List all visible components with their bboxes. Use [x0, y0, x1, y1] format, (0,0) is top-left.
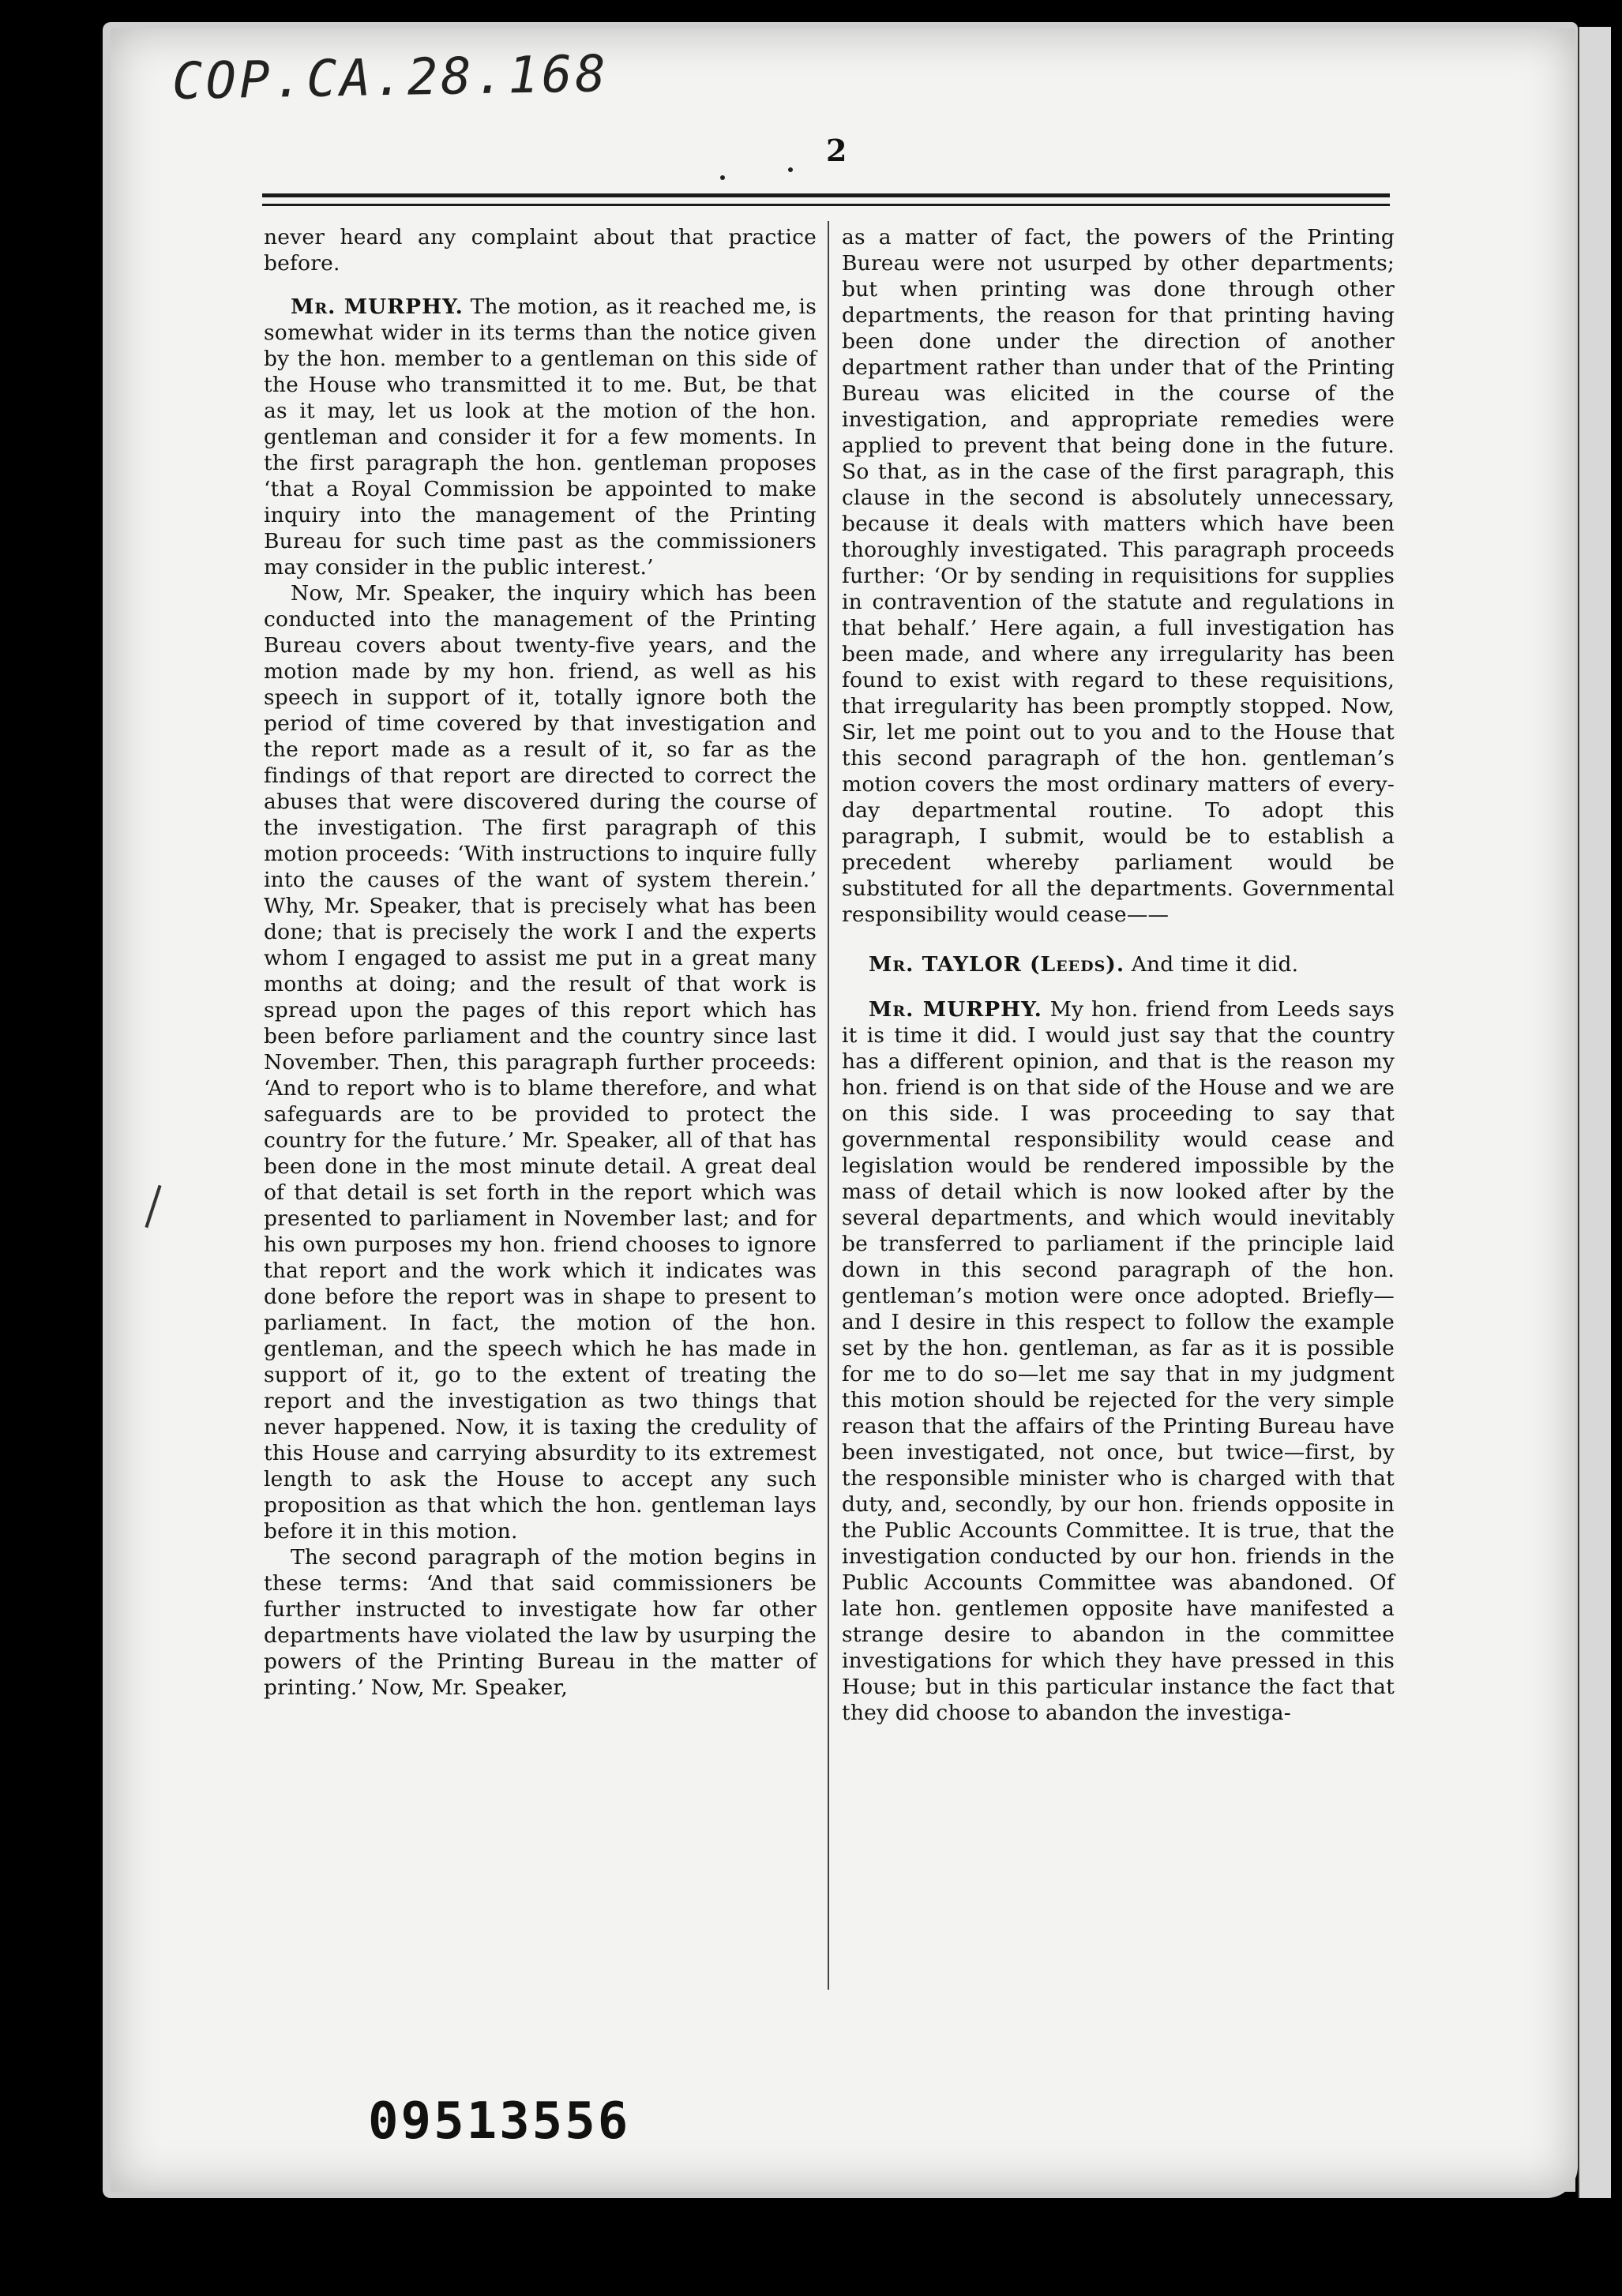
- header-rule-secondary: [262, 204, 1390, 206]
- paragraph: [842, 996, 1395, 1726]
- speech-text: My hon. friend from Leeds says it is time it did. I would just say that the country has a different opinion, and that is the reason my hon. friend is on that side of the House and we are on this side. I was proceeding to say that governmental responsibility would cease and legislation would be rendered impossible by the mass of detail which is now looked after by the several departments, and which would inevitably be transferred to parliament if the principle laid down in this second paragraph of the hon. gentleman’s motion were once adopted. Briefly—and I desire in this respect to follow the example set by the hon. gentleman, as far as it is possible for me to do so—let me say that in my judgment this motion should be rejected for the very simple reason that the affairs of the Printing Bureau have been investigated, not once, but twice—first, by the responsible minister who is charged with that duty, and, secondly, by our hon. friends opposite in the Public Accounts Committee. It is true, that the investigation conducted by our hon. friends in the Public Accounts Committee was abandoned. Of late hon. gentlemen opposite have manifested a strange desire to abandon in the committee investigations for which they have pressed in this House; but in this particular instance the fact that they did choose to abandon the investiga-: [842, 997, 1395, 1725]
- speech-text: And time it did.: [1131, 952, 1299, 977]
- speaker-name: Mr. MURPHY.: [291, 295, 464, 319]
- handwritten-reference: COP.CA.28.168: [171, 45, 610, 111]
- paragraph: as a matter of fact, the powers of the Printing Bureau were not usurped by other departments; but when printing was done through other departments, the reason for that printing having been done under the direction of another department rather than under that of the Printing Bureau was elicited in the course of the investigation, and appropriate remedies were applied to prevent that being done in the future. So that, as in the case of the first paragraph, this clause in the second is absolutely unnecessary, because it deals with matters which have been thoroughly investigated. This paragraph proceeds further: ‘Or by sending in requisitions for supplies in contravention of the statute and regulations in that behalf.’ Here again, a full investigation has been made, and where any irregularity has been found to exist with regard to these requisitions, that irregularity has been promptly stopped. Now, Sir, let me point out to you and to the House that this second paragraph of the hon. gentleman’s motion covers the most ordinary matters of every-day departmental routine. To adopt this paragraph, I submit, would be to establish a precedent whereby parliament would be substituted for all the departments. Governmental responsibility would cease——: [842, 225, 1395, 927]
- paragraph: [842, 951, 1395, 977]
- left-column: [264, 224, 817, 1701]
- speech-text: The motion, as it reached me, is somewhat wider in its terms than the notice given by the hon. member to a gentleman on this side of the House who transmitted it to me. But, be that as it may, let us look at the motion of the hon. gentleman and consider it for a few moments. In the first paragraph the hon. gentleman proposes ‘that a Royal Commission be appointed to make inquiry into the management of the Printing Bureau for such time past as the commissioners may consider in the public interest.’: [264, 295, 817, 580]
- adjacent-page-edge: [1578, 27, 1611, 2198]
- speaker-name: Mr. TAYLOR (Leeds).: [869, 952, 1125, 977]
- ink-dot-left: [720, 175, 725, 180]
- header-rule: [262, 193, 1390, 197]
- column-divider: [828, 221, 829, 1990]
- paragraph: [264, 294, 817, 580]
- stamp-number: 09513556: [368, 2092, 631, 2151]
- page-number: 2: [826, 133, 847, 168]
- paragraph: never heard any complaint about that practice before.: [264, 225, 817, 276]
- right-column: [842, 224, 1395, 1726]
- paragraph: The second paragraph of the motion begins in these terms: ‘And that said commissioners be further instructed to investigate how far other departments have violated the law by usurping the powers of the Printing Bureau in the matter of printing.’ Now, Mr. Speaker,: [264, 1545, 817, 1700]
- speaker-name: Mr. MURPHY.: [869, 997, 1042, 1022]
- ink-dot-right: [788, 167, 793, 172]
- paragraph: Now, Mr. Speaker, the inquiry which has been conducted into the management of the Printing Bureau covers about twenty-five years, and the motion made by my hon. friend, as well as his speech in support of it, totally ignore both the period of time covered by that investigation and the report made as a result of it, so far as the findings of that report are directed to correct the abuses that were discovered during the course of the investigation. The first paragraph of this motion proceeds: ‘With instructions to inquire fully into the causes of the want of system therein.’ Why, Mr. Speaker, that is precisely what has been done; that is precisely the work I and the experts whom I engaged to assist me put in a great many months at doing; and the result of that work is spread upon the pages of this report which has been before parliament and the country since last November. Then, this paragraph further proceeds: ‘And to report who is to blame therefore, and what safeguards are to be provided to protect the country for the future.’ Mr. Speaker, all of that has been done in the most minute detail. A great deal of that detail is set forth in the report which was presented to parliament in November last; and for his own purposes my hon. friend chooses to ignore that report and the work which it indicates was done before the report was in shape to present to parliament. In fact, the motion of the hon. gentleman, and the speech which he has made in support of it, go to the extent of treating the report and the investigation as two things that never happened. Now, it is taxing the credulity of this House and carrying absurdity to its extremest length to ask the House to accept any such proposition as that which the hon. gentleman lays before it in this motion.: [264, 581, 817, 1544]
